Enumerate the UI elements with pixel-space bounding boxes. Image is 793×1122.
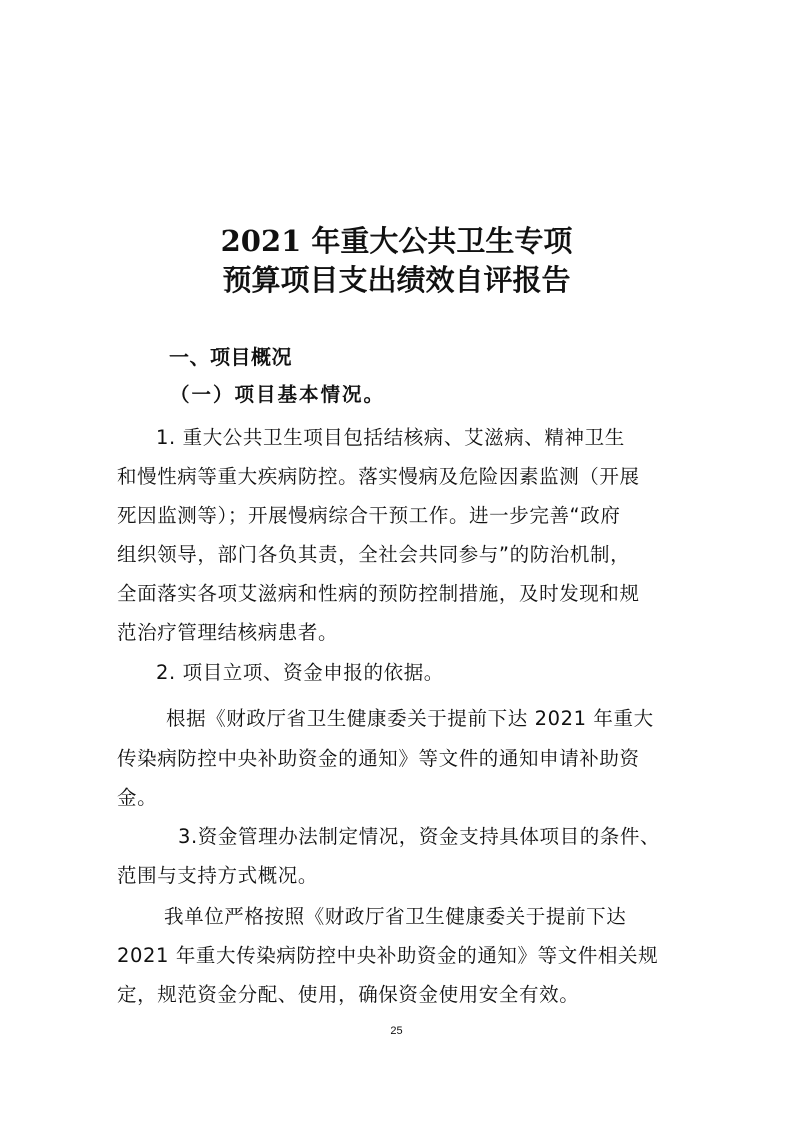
item-heading: 2. 项目立项、资金申报的依据。 bbox=[156, 661, 444, 684]
subsection-heading: （一）项目基本情况。 bbox=[170, 383, 386, 406]
paragraph-line: 2021 年重大传染病防控中央补助资金的通知》等文件相关规 bbox=[117, 944, 659, 967]
report-title-line-2: 预算项目支出绩效自评报告 bbox=[222, 263, 571, 297]
section-heading: 一、项目概况 bbox=[169, 345, 292, 369]
paragraph-line: 范围与支持方式概况。 bbox=[117, 864, 319, 887]
item-heading: 3.资金管理办法制定情况，资金支持具体项目的条件、 bbox=[178, 825, 661, 848]
report-title-line-1: 2021 年重大公共卫生专项 bbox=[220, 224, 573, 258]
paragraph-line: 定，规范资金分配、使用，确保资金使用安全有效。 bbox=[117, 983, 580, 1006]
paragraph-line: 我单位严格按照《财政厅省卫生健康委关于提前下达 bbox=[164, 905, 627, 928]
paragraph-line: 1. 重大公共卫生项目包括结核病、艾滋病、精神卫生 bbox=[156, 426, 625, 449]
page-number: 25 bbox=[390, 1025, 403, 1037]
paragraph-line: 范治疗管理结核病患者。 bbox=[117, 621, 339, 644]
paragraph-line: 死因监测等）；开展慢病综合干预工作。进一步完善“政府 bbox=[117, 504, 621, 527]
paragraph-line: 组织领导，部门各负其责，全社会共同参与”的防治机制， bbox=[117, 543, 631, 566]
paragraph-line: 根据《财政厅省卫生健康委关于提前下达 2021 年重大 bbox=[166, 707, 654, 730]
paragraph-line: 传染病防控中央补助资金的通知》等文件的通知申请补助资 bbox=[117, 747, 640, 770]
paragraph-line: 全面落实各项艾滋病和性病的预防控制措施，及时发现和规 bbox=[117, 582, 640, 605]
paragraph-line: 和慢性病等重大疾病防控。落实慢病及危险因素监测（开展 bbox=[117, 465, 640, 488]
paragraph-line: 金。 bbox=[117, 786, 158, 809]
